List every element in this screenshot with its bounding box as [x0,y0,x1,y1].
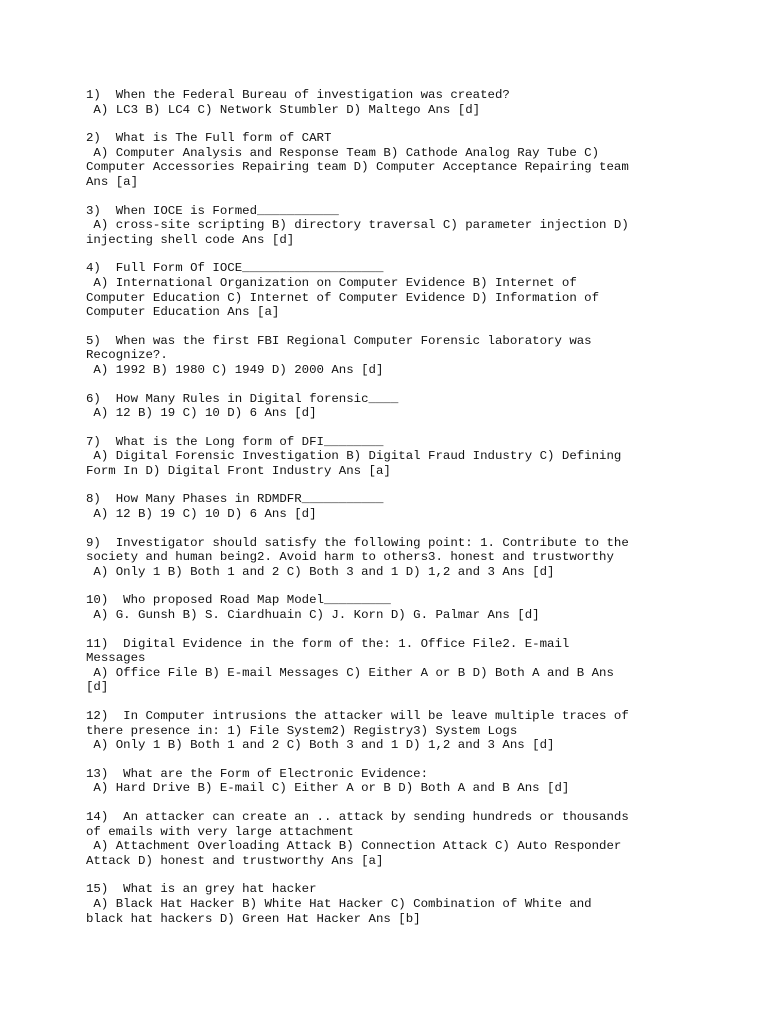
question-12-line-3: A) Only 1 B) Both 1 and 2 C) Both 3 and 1 D) 1,2 and 3 Ans [d] [86,738,555,753]
question-14-line-2: of emails with very large attachment [86,824,354,839]
question-6 [86,392,686,421]
question-11 [86,637,686,695]
question-11-line-1: 11) Digital Evidence in the form of the: 1. Office File2. E-mail [86,636,570,651]
question-2-line-2: A) Computer Analysis and Response Team B) Cathode Analog Ray Tube C) [86,145,600,160]
question-1-line-2: A) LC3 B) LC4 C) Network Stumbler D) Maltego Ans [d] [86,102,481,117]
question-15-line-3: black hat hackers D) Green Hat Hacker Ans [b] [86,911,421,926]
question-14-line-3: A) Attachment Overloading Attack B) Connection Attack C) Auto Responder [86,839,622,854]
question-7-line-1: 7) What is the Long form of DFI________ [86,434,384,449]
question-9-line-1: 9) Investigator should satisfy the following point: 1. Contribute to the [86,535,629,550]
question-1-line-1: 1) When the Federal Bureau of investigation was created? [86,88,510,102]
question-3 [86,204,686,248]
question-3-line-1: 3) When IOCE is Formed___________ [86,203,339,218]
question-15-line-1: 15) What is an grey hat hacker [86,882,317,897]
question-12 [86,709,686,753]
question-9-line-3: A) Only 1 B) Both 1 and 2 C) Both 3 and 1 D) 1,2 and 3 Ans [d] [86,564,555,579]
question-4-line-4: Computer Education Ans [a] [86,305,280,320]
question-4-line-3: Computer Education C) Internet of Computer Evidence D) Information of [86,290,600,305]
question-14-line-1: 14) An attacker can create an .. attack by sending hundreds or thousands [86,809,629,824]
question-4 [86,261,686,319]
question-3-line-2: A) cross-site scripting B) directory traversal C) parameter injection D) [86,218,629,233]
question-3-line-3: injecting shell code Ans [d] [86,232,295,247]
question-12-line-1: 12) In Computer intrusions the attacker will be leave multiple traces of [86,709,629,723]
question-5-line-2: Recognize?. [86,348,168,363]
question-2-line-4: Ans [a] [86,174,139,189]
question-11-line-3: A) Office File B) E-mail Messages C) Either A or B D) Both A and B Ans [86,665,614,680]
question-2-line-1: 2) What is The Full form of CART [86,131,332,146]
question-8-line-2: A) 12 B) 19 C) 10 D) 6 Ans [d] [86,507,317,522]
question-5-line-3: A) 1992 B) 1980 C) 1949 D) 2000 Ans [d] [86,362,384,377]
question-12-line-2: there presence in: 1) File System2) Registry3) System Logs [86,723,518,738]
question-13 [86,767,686,796]
question-5-line-1: 5) When was the first FBI Regional Computer Forensic laboratory was [86,333,592,348]
question-2 [86,131,686,189]
question-5 [86,334,686,378]
question-6-line-2: A) 12 B) 19 C) 10 D) 6 Ans [d] [86,406,317,421]
question-7-line-3: Form In D) Digital Front Industry Ans [a] [86,463,391,478]
question-2-line-3: Computer Accessories Repairing team D) Computer Acceptance Repairing team [86,160,629,175]
question-8 [86,492,686,521]
question-10 [86,593,686,622]
question-13-line-1: 13) What are the Form of Electronic Evidence: [86,766,429,781]
question-9 [86,536,686,580]
question-4-line-2: A) International Organization on Computer Evidence B) Internet of [86,275,577,290]
question-11-line-4: [d] [86,680,109,695]
question-10-line-2: A) G. Gunsh B) S. Ciardhuain C) J. Korn D) G. Palmar Ans [d] [86,608,540,623]
question-8-line-1: 8) How Many Phases in RDMDFR___________ [86,492,384,507]
document-page [86,88,686,940]
question-1 [86,88,686,117]
question-15-line-2: A) Black Hat Hacker B) White Hat Hacker C) Combination of White and [86,896,592,911]
question-7-line-2: A) Digital Forensic Investigation B) Digital Fraud Industry C) Defining [86,449,622,464]
question-9-line-2: society and human being2. Avoid harm to others3. honest and trustworthy [86,550,614,565]
question-4-line-1: 4) Full Form Of IOCE___________________ [86,261,384,276]
question-11-line-2: Messages [86,651,146,666]
question-6-line-1: 6) How Many Rules in Digital forensic____ [86,391,399,406]
question-15 [86,882,686,926]
question-14-line-4: Attack D) honest and trustworthy Ans [a] [86,853,384,868]
question-10-line-1: 10) Who proposed Road Map Model_________ [86,593,391,608]
question-14 [86,810,686,868]
question-13-line-2: A) Hard Drive B) E-mail C) Either A or B D) Both A and B Ans [d] [86,781,570,796]
question-7 [86,435,686,479]
